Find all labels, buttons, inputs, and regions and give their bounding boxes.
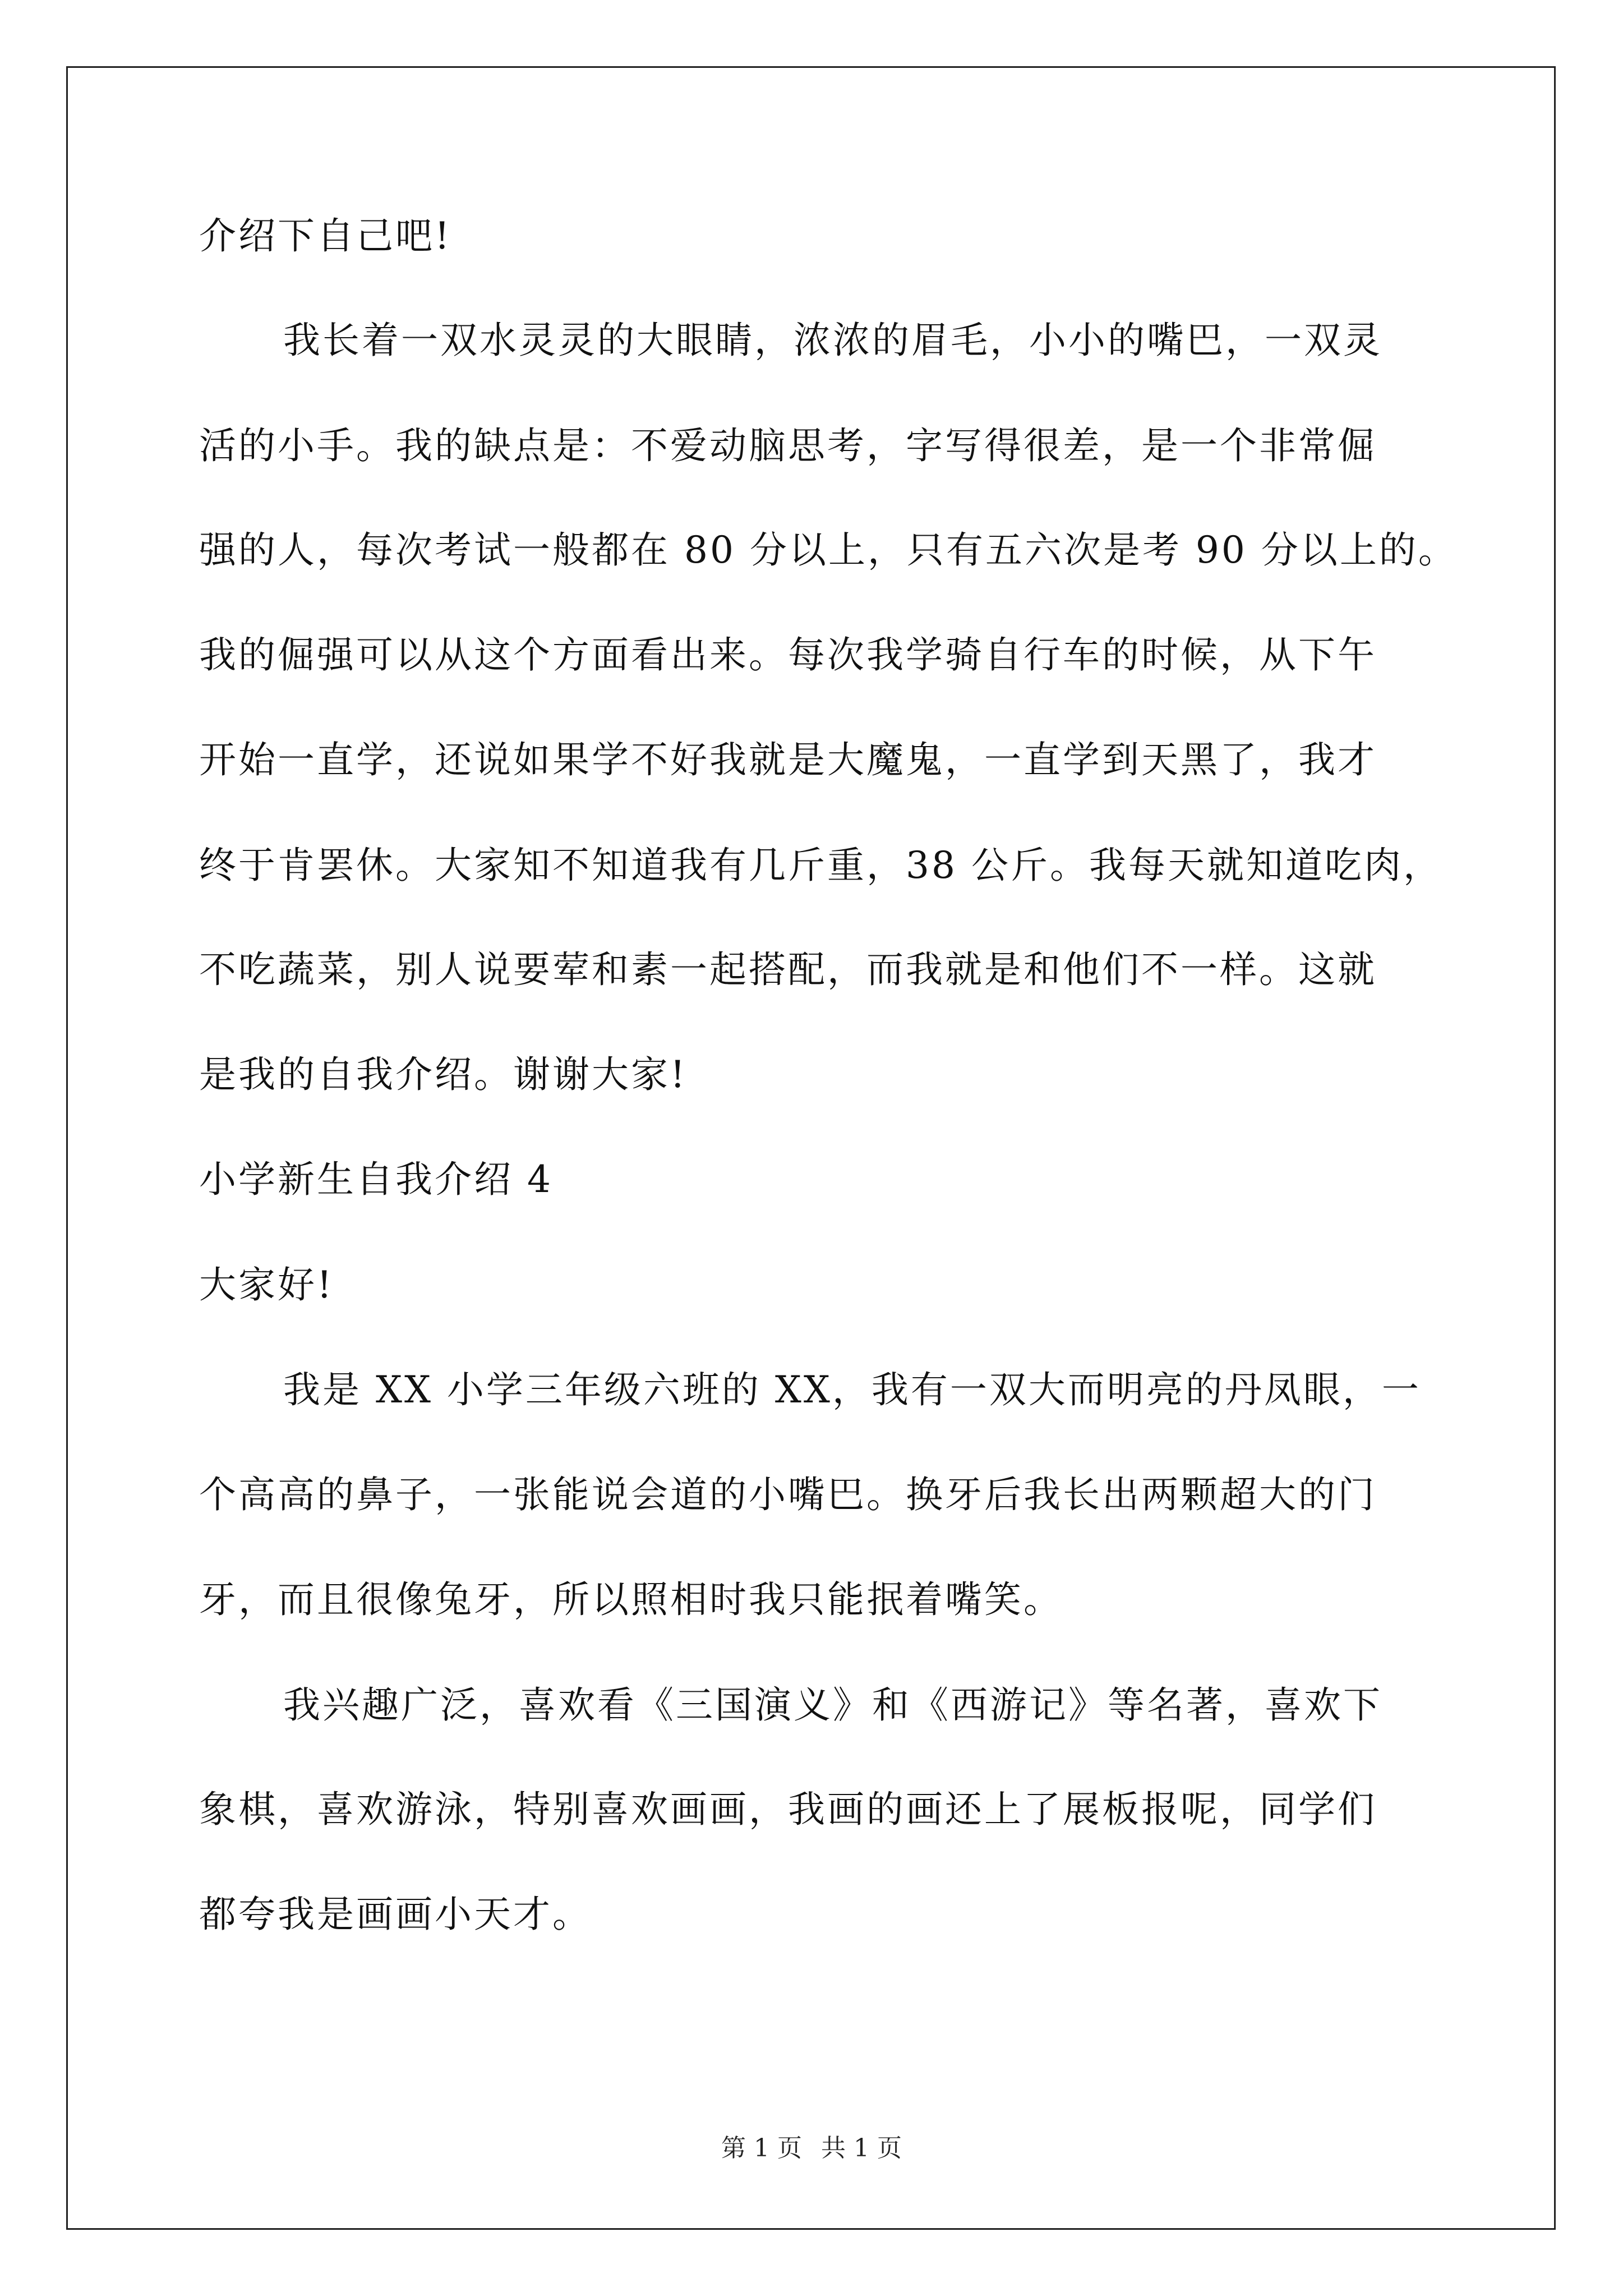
text-line: 终于肯罢休。大家知不知道我有几斤重，38 公斤。我每天就知道吃肉， [199, 844, 1442, 887]
text-line: 个高高的鼻子，一张能说会道的小嘴巴。换牙后我长出两颗超大的门 [199, 1473, 1377, 1516]
text-line: 象棋，喜欢游泳，特别喜欢画画，我画的画还上了展板报呢，同学们 [199, 1788, 1377, 1831]
text-line: 牙，而且很像兔牙，所以照相时我只能抿着嘴笑。 [199, 1578, 1063, 1621]
page-total: 共 1 页 [821, 2134, 902, 2162]
text-line: 不吃蔬菜，别人说要荤和素一起搭配，而我就是和他们不一样。这就 [199, 948, 1377, 991]
text-line: 都夸我是画画小天才。 [199, 1893, 592, 1936]
page-footer [0, 2132, 1623, 2165]
text-line: 活的小手。我的缺点是：不爱动脑思考，字写得很差，是一个非常倔 [199, 424, 1377, 467]
text-line: 我兴趣广泛，喜欢看《三国演义》和《西游记》等名著，喜欢下 [283, 1683, 1382, 1727]
section-heading: 小学新生自我介绍 4 [199, 1158, 553, 1201]
text-line: 开始一直学，还说如果学不好我就是大魔鬼，一直学到天黑了，我才 [199, 738, 1377, 781]
text-line: 强的人，每次考试一般都在 80 分以上，只有五六次是考 90 分以上的。 [199, 528, 1458, 572]
text-line: 是我的自我介绍。谢谢大家! [199, 1053, 688, 1096]
page-number: 第 1 页 [721, 2134, 802, 2162]
text-line: 大家好! [199, 1263, 334, 1306]
text-line: 我是 XX 小学三年级六班的 XX，我有一双大而明亮的丹凤眼，一 [283, 1368, 1421, 1411]
text-line: 介绍下自己吧! [199, 214, 452, 257]
text-line: 我长着一双水灵灵的大眼睛，浓浓的眉毛，小小的嘴巴，一双灵 [283, 319, 1382, 362]
text-line: 我的倔强可以从这个方面看出来。每次我学骑自行车的时候，从下午 [199, 633, 1377, 677]
